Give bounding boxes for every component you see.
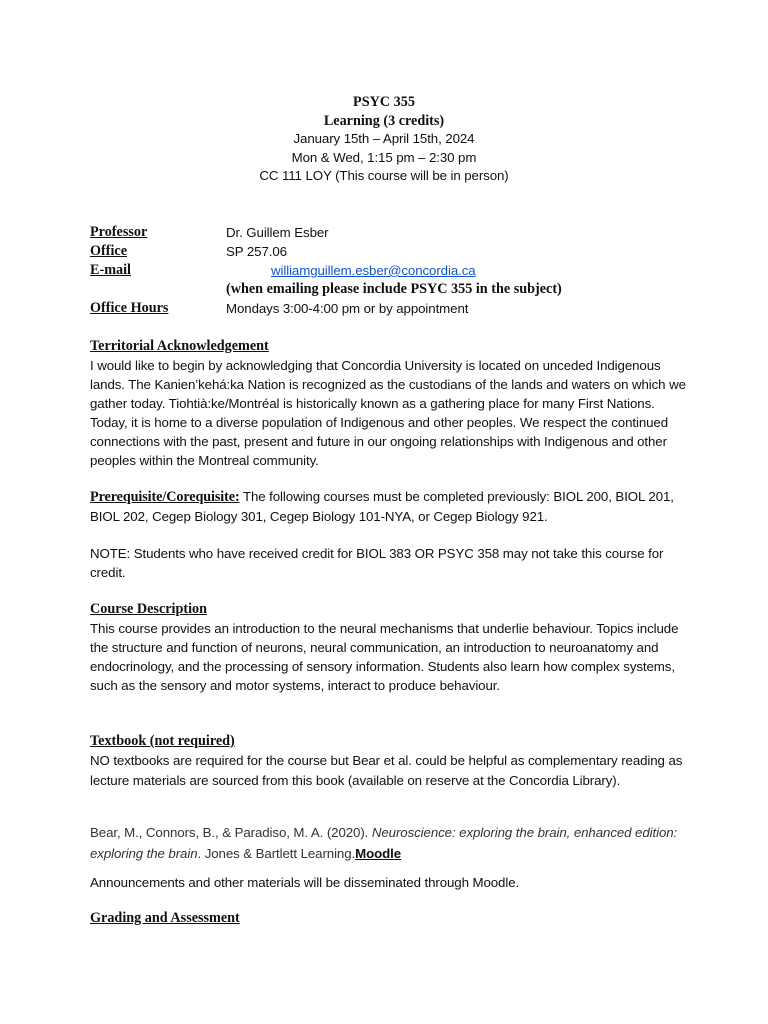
citation-section (90, 822, 690, 864)
textbook-text: NO textbooks are required for the course but Bear et al. could be helpful as complementary reading as lecture materials are sourced from this book (available on reserve at the Concordia Library). (90, 753, 683, 788)
course-title: Learning (3 credits) (323, 112, 445, 129)
course-dates: January 15th – April 15th, 2024 (293, 131, 475, 146)
description-heading: Course Description (90, 601, 208, 617)
professor-row (90, 223, 690, 242)
citation-authors: Bear, M., Connors, B., & Paradiso, M. A. (2020). (90, 825, 372, 840)
course-header (0, 93, 768, 186)
note-section (90, 544, 690, 582)
office-value: SP 257.06 (226, 244, 287, 259)
textbook-heading: Textbook (not required) (90, 733, 235, 749)
course-location: CC 111 LOY (This course will be in person) (259, 168, 509, 183)
professor-value: Dr. Guillem Esber (226, 225, 329, 240)
citation-title: Neuroscience: exploring the brain, enhanced edition: exploring the brain (90, 825, 678, 861)
prerequisite-heading: Prerequisite/Corequisite: (90, 489, 240, 505)
office-hours-value: Mondays 3:00-4:00 pm or by appointment (226, 301, 469, 316)
professor-label: Professor (90, 224, 148, 240)
course-code: PSYC 355 (353, 94, 415, 110)
office-row (90, 242, 690, 261)
prerequisite-section (90, 487, 690, 526)
citation-publisher: . Jones & Bartlett Learning. (197, 846, 356, 861)
textbook-section (90, 732, 690, 791)
moodle-heading: Moodle (355, 846, 402, 861)
contact-info (90, 223, 690, 318)
prerequisite-paragraph (90, 487, 690, 526)
email-note-row (90, 280, 690, 299)
office-label: Office (90, 243, 128, 259)
email-note: (when emailing please include PSYC 355 in the subject) (226, 281, 562, 297)
grading-heading: Grading and Assessment (90, 910, 240, 926)
office-hours-label: Office Hours (90, 300, 169, 316)
territorial-section (90, 337, 690, 470)
description-section (90, 600, 690, 695)
prerequisite-note: NOTE: Students who have received credit for BIOL 383 OR PSYC 358 may not take this course for credit. (90, 546, 664, 580)
moodle-text: Announcements and other materials will be disseminated through Moodle. (90, 875, 520, 890)
citation-paragraph (90, 822, 690, 864)
office-hours-row (90, 299, 690, 318)
territorial-heading: Territorial Acknowledgement (90, 338, 269, 354)
description-text: This course provides an introduction to the neural mechanisms that underlie behaviour. Topics include the structure and function of neurons, neural communication, an introduction to neuroanatomy and endocrinology, and the processing of sensory information. Students also learn how complex systems, such as the sensory and motor systems, interact to produce behaviour. (90, 621, 679, 693)
email-row (90, 261, 690, 280)
moodle-section (90, 873, 690, 892)
grading-section (90, 909, 690, 928)
course-schedule: Mon & Wed, 1:15 pm – 2:30 pm (291, 149, 477, 165)
email-label: E-mail (90, 262, 131, 278)
prerequisite-text: The following courses must be completed previously: BIOL 200, BIOL 201, BIOL 202, Cegep Biology 301, Cegep Biology 101-NYA, or Cegep Biology 921. (90, 489, 674, 524)
email-link[interactable]: williamguillem.esber@concordia.ca (271, 263, 476, 278)
territorial-text: I would like to begin by acknowledging that Concordia University is located on unceded Indigenous lands. The Kanien’kehá:ka Nation is recognized as the custodians of the lands and waters on which we gather today. Tiohtià:ke/Montréal is historically known as a gathering place for many First Nations. Today, it is home to a diverse population of Indigenous and other peoples. We respect the continued connections with the past, present and future in our ongoing relationships with Indigenous and other peoples within the Montreal community. (90, 358, 686, 468)
